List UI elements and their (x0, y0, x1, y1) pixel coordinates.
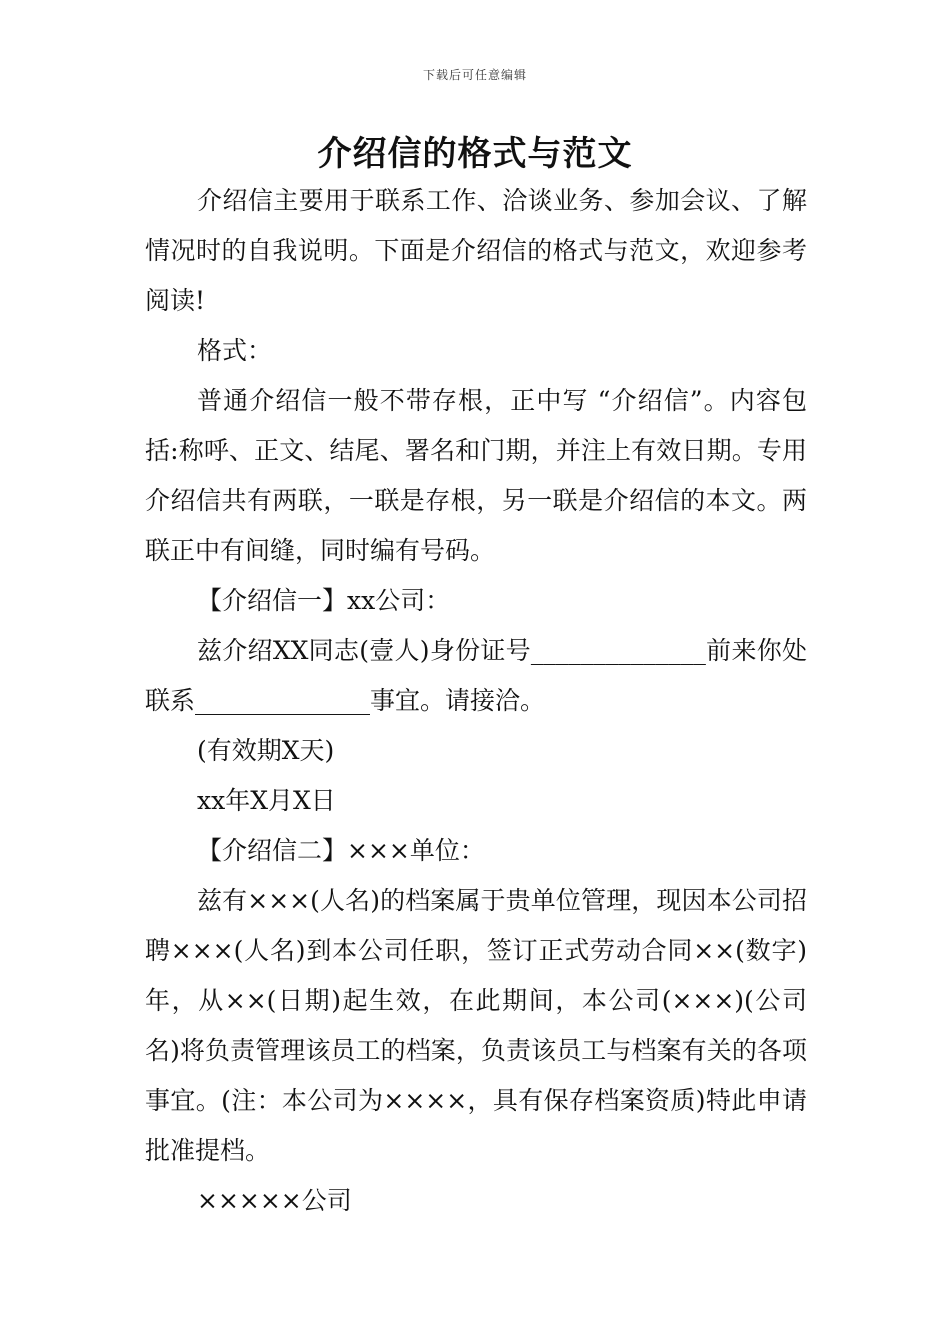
format-heading: 格式： (197, 336, 273, 365)
letter-two-signature: ×××××公司 (197, 1186, 352, 1215)
intro-paragraph: 介绍信主要用于联系工作、洽谈业务、参加会议、了解情况时的自我说明。下面是介绍信的格式与范文，欢迎参考阅读! (145, 186, 807, 315)
letter-one-validity: (有效期X天) (197, 736, 335, 765)
header-note: 下载后可任意编辑 (422, 68, 527, 82)
letter-two-heading: 【介绍信二】×××单位： (197, 836, 485, 865)
letter-one-heading: 【介绍信一】xx公司： (197, 586, 451, 615)
document-body (145, 176, 807, 1226)
letter-one-body: 兹介绍XX同志(壹人)身份证号______________前来你处联系______________事宜。请接洽。 (145, 636, 807, 715)
letter-one-date: xx年X月X日 (197, 786, 336, 815)
letter-two-body: 兹有×××(人名)的档案属于贵单位管理，现因本公司招聘×××(人名)到本公司任职，签订正式劳动合同××(数字)年，从××(日期)起生效，在此期间，本公司(×××)(公司名)将负责管理该员工的档案，负责该员工与档案有关的各项事宜。(注：本公司为××××，具有保存档案资质)特此申请批准提档。 (145, 886, 807, 1165)
format-description: 普通介绍信一般不带存根，正中写 “介绍信”。内容包括:称呼、正文、结尾、署名和门期，并注上有效日期。专用介绍信共有两联，一联是存根，另一联是介绍信的本文。两联正中有间缝，同时编有号码。 (145, 386, 807, 565)
page-title: 介绍信的格式与范文 (317, 134, 633, 174)
